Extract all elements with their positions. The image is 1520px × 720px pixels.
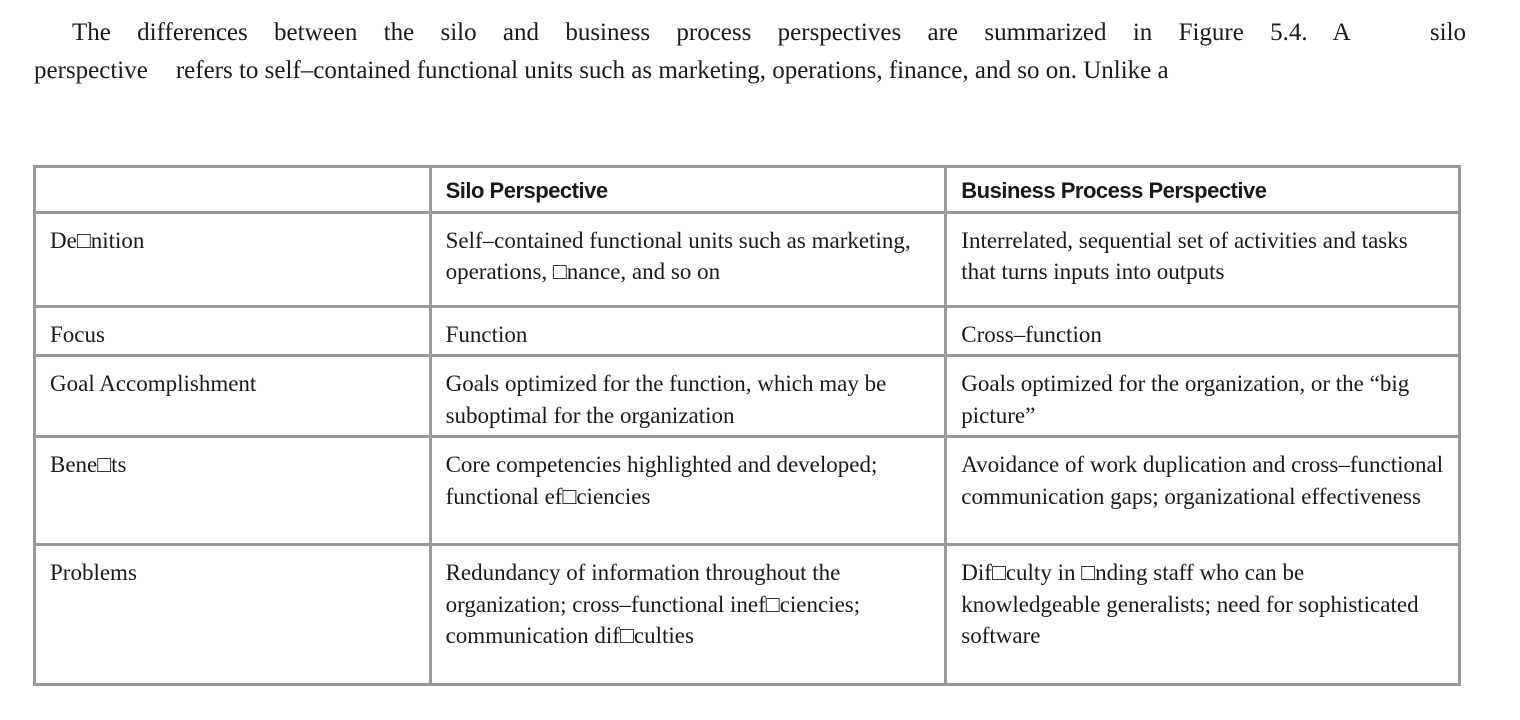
term-silo: silo <box>1429 19 1467 46</box>
process-cell: Goals optimized for the organization, or the “big picture” <box>946 356 1460 437</box>
silo-cell: Function <box>430 306 946 356</box>
table-row-focus <box>35 306 1460 356</box>
header-silo-perspective: Silo Perspective <box>430 167 946 213</box>
silo-cell: Self–contained functional units such as marketing, operations, □nance, and so on <box>430 212 946 306</box>
comparison-table <box>33 165 1461 686</box>
process-cell: Dif□culty in □nding staff who can be knowledgeable generalists; need for sophisticated software <box>946 545 1460 685</box>
paragraph-line-2 <box>34 52 1466 90</box>
row-label: Bene□ts <box>35 437 431 545</box>
header-empty <box>35 167 431 213</box>
intro-paragraph <box>34 14 1466 90</box>
silo-cell: Goals optimized for the function, which may be suboptimal for the organization <box>430 356 946 437</box>
row-label: Goal Accomplishment <box>35 356 431 437</box>
process-cell: Cross–function <box>946 306 1460 356</box>
header-business-process-perspective: Business Process Perspective <box>946 167 1460 213</box>
silo-cell: Redundancy of information throughout the organization; cross–functional inef□ciencies; communication dif□culties <box>430 545 946 685</box>
table-row-benefits <box>35 437 1460 545</box>
process-cell: Interrelated, sequential set of activities and tasks that turns inputs into outputs <box>946 212 1460 306</box>
row-label: Focus <box>35 306 431 356</box>
process-cell: Avoidance of work duplication and cross–functional communication gaps; organizational effectiveness <box>946 437 1460 545</box>
paragraph-line-1-text: The differences between the silo and business process perspectives are summarized in Figure 5.4. A <box>72 19 1350 46</box>
row-label: Problems <box>35 545 431 685</box>
table-row-definition <box>35 212 1460 306</box>
table-row-problems <box>35 545 1460 685</box>
paragraph-line-1 <box>34 14 1466 52</box>
silo-cell: Core competencies highlighted and developed; functional ef□ciencies <box>430 437 946 545</box>
table-row-goal-accomplishment <box>35 356 1460 437</box>
paragraph-line-2-text: refers to self–contained functional units such as marketing, operations, finance, and so on. Unlike a <box>175 57 1169 84</box>
table-header-row <box>35 167 1460 213</box>
row-label: De□nition <box>35 212 431 306</box>
term-perspective: perspective <box>34 57 148 84</box>
